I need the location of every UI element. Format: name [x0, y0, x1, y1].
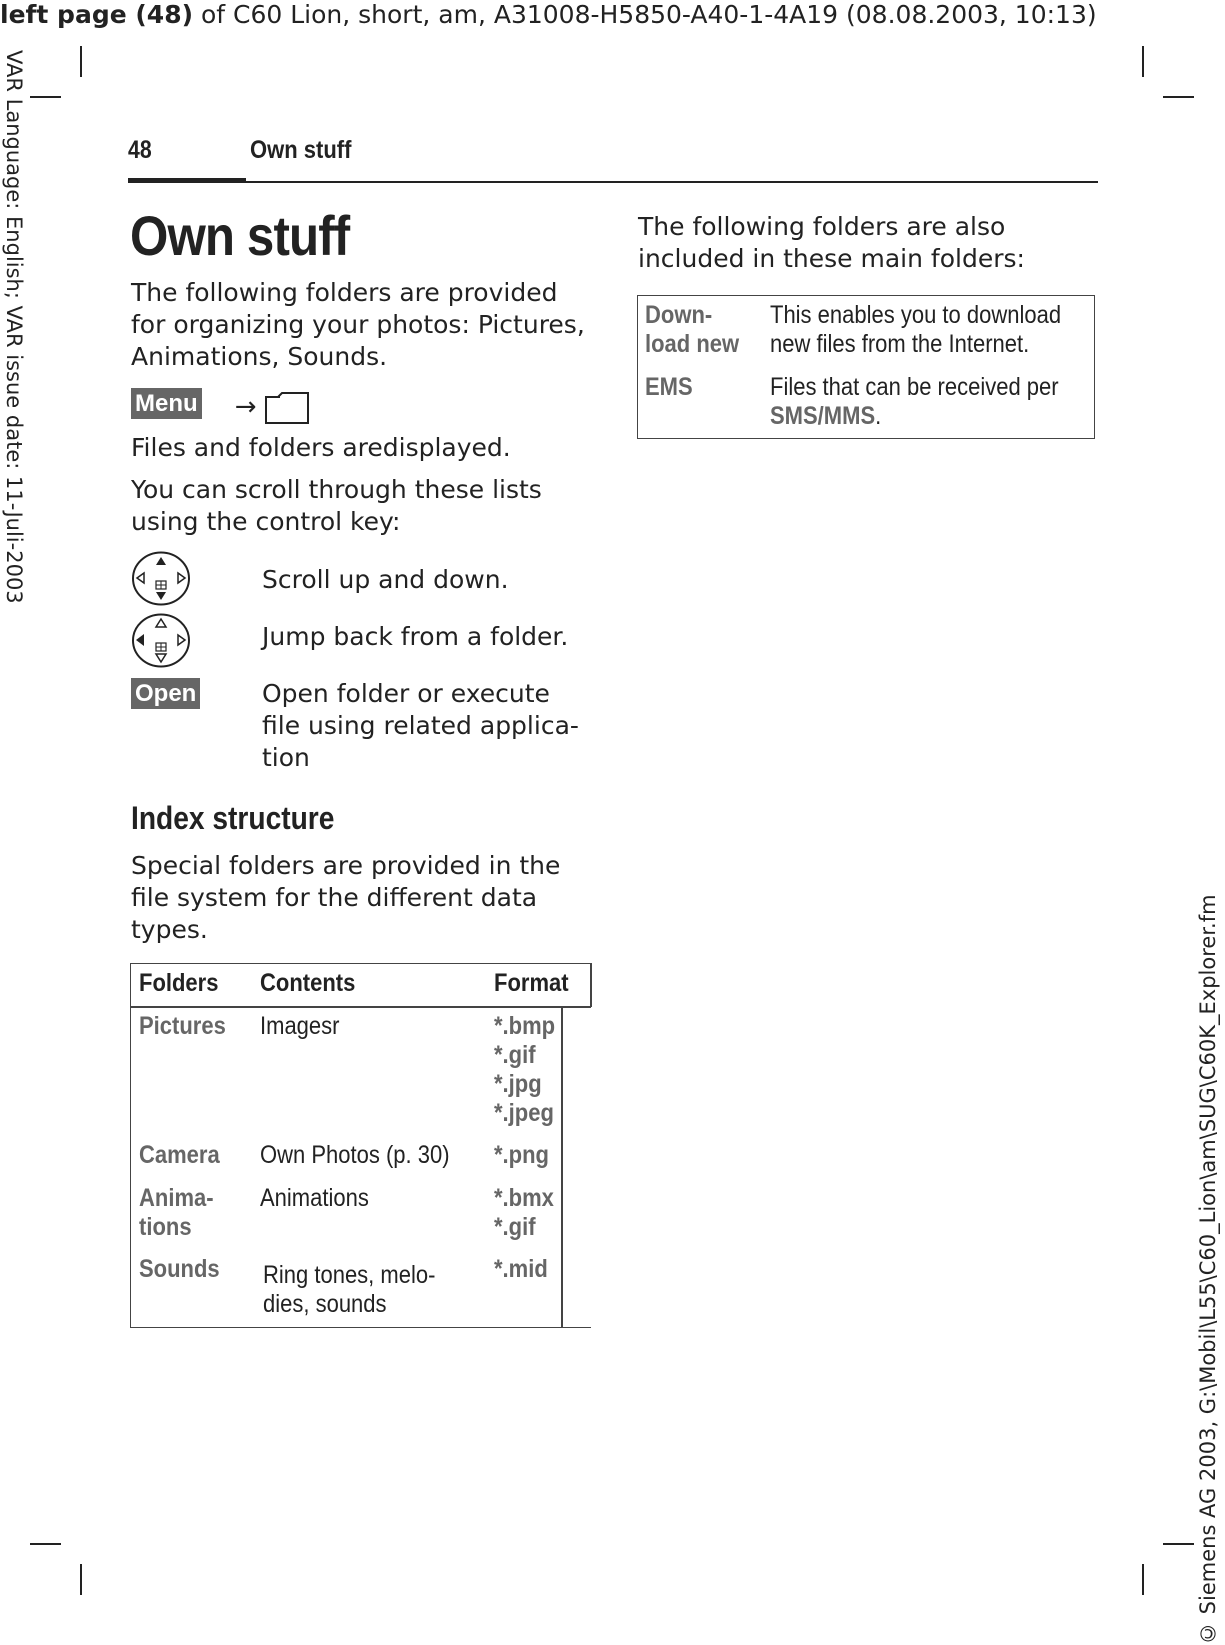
table-header-folders: Folders [139, 969, 219, 997]
subfolder-name: EMS [645, 373, 693, 401]
crop-mark [30, 1543, 61, 1545]
special-paragraph: Special folders are provided in the file system for the different data types. [131, 851, 561, 944]
table-header-rule [130, 1006, 591, 1008]
table-header-contents: Contents [260, 969, 356, 997]
side-note-right-text: © Siemens AG 2003, G:\Mobil\L55\C60_Lion\am\SUG\C60K_Explorer.fm [1196, 894, 1220, 1645]
header-rule-accent [128, 178, 246, 183]
subfolder-desc: Files that can be received per [770, 373, 1059, 401]
crop-mark [1163, 96, 1194, 98]
menu-key: Menu [131, 388, 202, 419]
crop-mark [30, 96, 61, 98]
table-header-format: Format [494, 969, 569, 997]
page-title: Own stuff [130, 204, 350, 267]
print-job-info: of C60 Lion, short, am, A31008-H5850-A40-1-4A19 (08.08.2003, 10:13) [193, 0, 1097, 29]
crop-mark [1163, 1543, 1194, 1545]
table-cell-format: *.bmp [494, 1012, 556, 1040]
subfolder-desc-cont [770, 402, 881, 431]
subfolder-desc-period: . [875, 402, 882, 430]
subfolder-name: Down-load new [645, 301, 740, 358]
table-cell-format: *.mid [494, 1255, 548, 1283]
section-heading: Index structure [131, 800, 335, 836]
header-rule [128, 181, 1098, 183]
crop-mark [1142, 46, 1144, 77]
right-intro-paragraph: The following folders are also included in these main folders: [638, 212, 1025, 273]
table-cell-contents: Own Photos (p. 30) [260, 1141, 450, 1169]
table-cell-format: *.gif [494, 1041, 536, 1069]
key-desc-back: Jump back from a folder. [262, 622, 569, 651]
key-desc-open: Open folder or execute file using related applica-tion [262, 679, 579, 772]
scroll-paragraph: You can scroll through these lists using the control key: [131, 475, 542, 536]
print-job-page: left page (48) [0, 0, 194, 29]
table-cell-contents: Animations [260, 1184, 369, 1212]
crop-mark [1142, 1564, 1144, 1595]
page-number: 48 [128, 136, 152, 164]
sms-mms-link: SMS/MMS [770, 402, 876, 430]
table-cell-format: *.png [494, 1141, 549, 1169]
table-cell-folder: Pictures [139, 1012, 226, 1040]
control-key-updown-icon [131, 551, 191, 606]
table-cell-format: *.bmx [494, 1184, 554, 1212]
table-cell-folder: Anima-tions [139, 1184, 214, 1241]
crop-mark [80, 1564, 82, 1595]
table-cell-format: *.jpg [494, 1070, 542, 1098]
open-key: Open [131, 678, 200, 709]
menu-path [131, 388, 310, 425]
subfolder-desc: This enables you to download new files from the Internet. [770, 301, 1062, 358]
table-cell-contents: Ring tones, melo-dies, sounds [263, 1261, 436, 1318]
crop-mark [80, 46, 82, 77]
open-key-row [131, 678, 200, 709]
table-cell-format: *.gif [494, 1213, 536, 1241]
running-header-title: Own stuff [250, 136, 352, 164]
table-cell-format: *.jpeg [494, 1099, 554, 1127]
side-note-left-text: VAR Language: English; VAR issue date: 11-Juli-2003 [2, 50, 26, 604]
print-job-label [0, 0, 1097, 29]
key-desc-scroll: Scroll up and down. [262, 565, 509, 594]
table-border [590, 963, 592, 1007]
side-note-left [0, 0, 30, 640]
table-cell-contents: Imagesr [260, 1012, 340, 1040]
arrow-icon: → [234, 391, 257, 422]
table-cell-folder: Sounds [139, 1255, 220, 1283]
side-note-right [1192, 860, 1225, 1645]
folder-icon [264, 389, 310, 425]
intro-paragraph: The following folders are provided for organizing your photos: Pictures, Animations, Sounds. [131, 278, 585, 371]
files-paragraph: Files and folders aredisplayed. [131, 433, 511, 462]
table-cell-folder: Camera [139, 1141, 220, 1169]
table-border [561, 1007, 563, 1328]
control-key-left-icon [131, 613, 191, 668]
